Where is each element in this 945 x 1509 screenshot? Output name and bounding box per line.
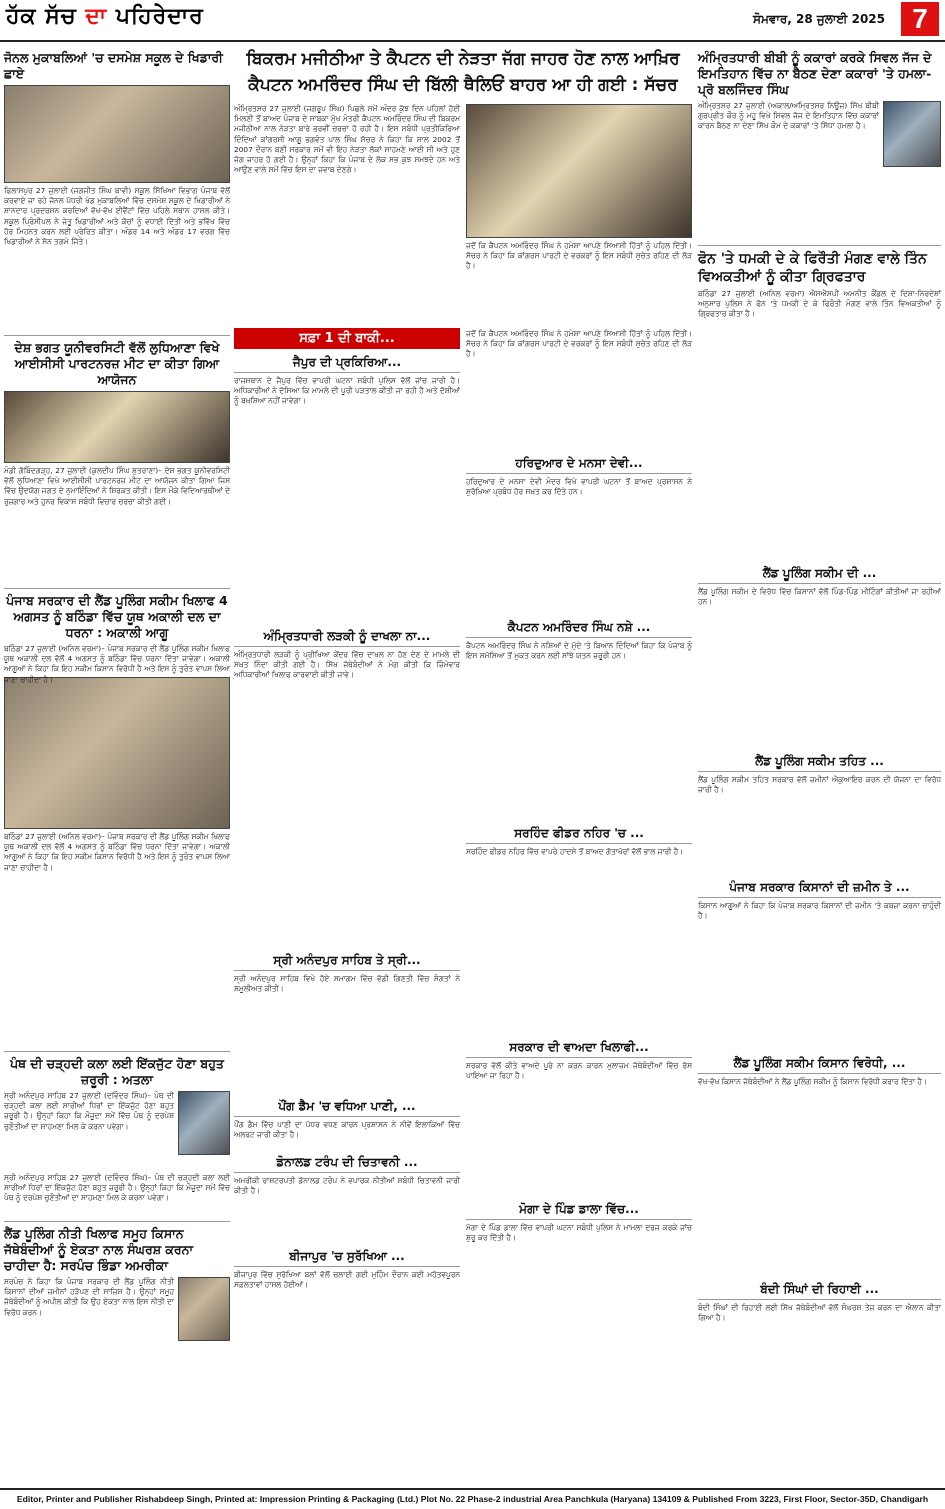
congress-leaders-photo	[466, 104, 692, 238]
lead-body-cont: ਜਦੋਂ ਕਿ ਕੈਪਟਨ ਅਮਰਿੰਦਰ ਸਿੰਘ ਨੇ ਹਮੇਸ਼ਾ ਆਪਣੇ ਸਿਆਸੀ ਹਿੱਤਾਂ ਨੂੰ ਪਹਿਲ ਦਿੱਤੀ। ਸੱਚਰ ਨੇ ਕਿਹਾ ਕਿ ਕਾਂਗਰਸ ਪਾਰਟੀ ਦੇ ਵਰਕਰਾਂ ਨੂੰ ਇਸ ਸਬੰਧੀ ਸੁਚੇਤ ਰਹਿਣ ਦੀ ਲੋੜ ਹੈ।	[466, 241, 692, 271]
story-extortion-body: ਬਠਿੰਡਾ 27 ਜੁਲਾਈ (ਅਨਿਲ ਵਰਮਾ) ਐਸਐਸਪੀ ਅਮਨੀਤ ਕੌਂਡਲ ਦੇ ਦਿਸ਼ਾ-ਨਿਰਦੇਸ਼ਾਂ ਅਨੁਸਾਰ ਪੁਲਿਸ ਨੇ ਫੋਨ 'ਤੇ ਧਮਕੀ ਦੇ ਕੇ ਫਿਰੌਤੀ ਮੰਗਣ ਵਾਲੇ ਤਿੰਨ ਵਿਅਕਤੀਆਂ ਨੂੰ ਗ੍ਰਿਫਤਾਰ ਕੀਤਾ ਹੈ।	[698, 289, 941, 319]
column-1	[4, 46, 230, 1437]
divider	[698, 245, 941, 246]
cont-sirhind-body: ਸਰਹਿੰਦ ਫੀਡਰ ਨਹਿਰ ਵਿੱਚ ਵਾਪਰੇ ਹਾਦਸੇ ਤੋਂ ਬਾਅਦ ਗੋਤਾਖੋਰਾਂ ਵੱਲੋਂ ਭਾਲ ਜਾਰੀ ਹੈ।	[466, 847, 684, 856]
imprint-footer: Editor, Printer and Publisher Rishabdeep Singh, Printed at: Impression Printing & Packaging (Ltd.) Plot No. 22 Phase-2 industrial Area Panchkula (Haryana) 134109 & Published From 3223, First Floor, Sector-35D, Chandigarh	[0, 1488, 945, 1509]
university-event-photo	[4, 391, 230, 463]
cont-moga-headline: ਮੋਗਾ ਦੇ ਪਿੰਡ ਡਾਲਾ ਵਿੱਚ...	[466, 1202, 692, 1220]
cont-pong-body: ਪੌਂਗ ਡੈਮ ਵਿੱਚ ਪਾਣੀ ਦਾ ਪੱਧਰ ਵਧਣ ਕਾਰਨ ਪ੍ਰਸ਼ਾਸਨ ਨੇ ਨੀਵੇਂ ਇਲਾਕਿਆਂ ਵਿੱਚ ਅਲਰਟ ਜਾਰੀ ਕੀਤਾ ਹੈ।	[234, 1120, 460, 1140]
story-extortion-headline: ਫੋਨ 'ਤੇ ਧਮਕੀ ਦੇ ਕੇ ਫਿਰੌਤੀ ਮੰਗਣ ਵਾਲੇ ਤਿੰਨ ਵਿਅਕਤੀਆਂ ਨੂੰ ਕੀਤਾ ਗ੍ਰਿਫਤਾਰ	[698, 251, 927, 285]
school-students-photo	[4, 85, 230, 183]
cont-prisoners-body: ਬੰਦੀ ਸਿੰਘਾਂ ਦੀ ਰਿਹਾਈ ਲਈ ਸਿੱਖ ਜੱਥੇਬੰਦੀਆਂ ਵੱਲੋਂ ਸੰਘਰਸ਼ ਤੇਜ਼ ਕਰਨ ਦਾ ਐਲਾਨ ਕੀਤਾ ਗਿਆ ਹੈ।	[698, 1303, 941, 1323]
cont-moga-body: ਮੋਗਾ ਦੇ ਪਿੰਡ ਡਾਲਾ ਵਿੱਚ ਵਾਪਰੀ ਘਟਨਾ ਸਬੰਧੀ ਪੁਲਿਸ ਨੇ ਮਾਮਲਾ ਦਰਜ ਕਰਕੇ ਜਾਂਚ ਸ਼ੁਰੂ ਕਰ ਦਿੱਤੀ ਹੈ।	[466, 1223, 692, 1243]
divider	[4, 335, 230, 336]
story-panth-body: ਸ੍ਰੀ ਅਨੰਦਪੁਰ ਸਾਹਿਬ 27 ਜੁਲਾਈ (ਦਵਿੰਦਰ ਸਿੰਘ)– ਪੰਥ ਦੀ ਚੜ੍ਹਦੀ ਕਲਾ ਲਈ ਸਾਰੀਆਂ ਧਿਰਾਂ ਦਾ ਇੱਕਜੁੱਟ ਹੋਣਾ ਬਹੁਤ ਜ਼ਰੂਰੀ ਹੈ। ਉਨ੍ਹਾਂ ਕਿਹਾ ਕਿ ਮੌਜੂਦਾ ਸਮੇਂ ਵਿੱਚ ਪੰਥ ਨੂੰ ਦਰਪੇਸ਼ ਚੁਣੌਤੀਆਂ ਦਾ ਸਾਹਮਣਾ ਮਿਲ ਕੇ ਕਰਨਾ ਪਵੇਗਾ।	[4, 1091, 174, 1131]
cont-pong-headline: ਪੌਂਗ ਡੈਮ 'ਚ ਵਧਿਆ ਪਾਣੀ, ...	[234, 1099, 460, 1117]
cont-haridwar-headline: ਹਰਿਦੁਆਰ ਦੇ ਮਨਸਾ ਦੇਵੀ...	[466, 456, 692, 474]
cont-landpool2-body: ਲੈਂਡ ਪੂਲਿੰਗ ਸਕੀਮ ਤਹਿਤ ਸਰਕਾਰ ਵੱਲੋਂ ਜ਼ਮੀਨਾਂ ਐਕੁਆਇਰ ਕਰਨ ਦੀ ਯੋਜਨਾ ਦਾ ਵਿਰੋਧ ਜਾਰੀ ਹੈ।	[698, 775, 941, 795]
akali-meeting-photo	[4, 677, 230, 829]
column-2	[234, 104, 460, 1312]
cont-jaipur-body: ਰਾਜਸਥਾਨ ਦੇ ਜੈਪੁਰ ਵਿੱਚ ਵਾਪਰੀ ਘਟਨਾ ਸਬੰਧੀ ਪੁਲਿਸ ਵੱਲੋਂ ਜਾਂਚ ਜਾਰੀ ਹੈ। ਅਧਿਕਾਰੀਆਂ ਨੇ ਦੱਸਿਆ ਕਿ ਮਾਮਲੇ ਦੀ ਪੂਰੀ ਪੜਤਾਲ ਕੀਤੀ ਜਾ ਰਹੀ ਹੈ ਅਤੇ ਦੋਸ਼ੀਆਂ ਨੂੰ ਬਖ਼ਸ਼ਿਆ ਨਹੀਂ ਜਾਵੇਗਾ।	[234, 376, 460, 406]
prof-portrait-photo	[883, 101, 941, 167]
portrait-photo	[178, 1091, 230, 1155]
cont-captain-body: ਕੈਪਟਨ ਅਮਰਿੰਦਰ ਸਿੰਘ ਨੇ ਨਸ਼ਿਆਂ ਦੇ ਮੁੱਦੇ 'ਤੇ ਬਿਆਨ ਦਿੰਦਿਆਂ ਕਿਹਾ ਕਿ ਪੰਜਾਬ ਨੂੰ ਇਸ ਸਮੱਸਿਆ ਤੋਂ ਮੁਕਤ ਕਰਨ ਲਈ ਸਾਂਝੇ ਯਤਨ ਜ਼ਰੂਰੀ ਹਨ।	[466, 641, 692, 661]
logo-mid: ਦਾ	[85, 4, 108, 29]
story-panth-body-cont: ਸ੍ਰੀ ਅਨੰਦਪੁਰ ਸਾਹਿਬ 27 ਜੁਲਾਈ (ਦਵਿੰਦਰ ਸਿੰਘ)– ਪੰਥ ਦੀ ਚੜ੍ਹਦੀ ਕਲਾ ਲਈ ਸਾਰੀਆਂ ਧਿਰਾਂ ਦਾ ਇੱਕਜੁੱਟ ਹੋਣਾ ਬਹੁਤ ਜ਼ਰੂਰੀ ਹੈ। ਉਨ੍ਹਾਂ ਕਿਹਾ ਕਿ ਮੌਜੂਦਾ ਸਮੇਂ ਵਿੱਚ ਪੰਥ ਨੂੰ ਦਰਪੇਸ਼ ਚੁਣੌਤੀਆਂ ਦਾ ਸਾਹਮਣਾ ਮਿਲ ਕੇ ਕਰਨਾ ਪਵੇਗਾ।	[4, 1173, 230, 1203]
divider	[4, 1221, 230, 1222]
story-dharna-headline: ਪੰਜਾਬ ਸਰਕਾਰ ਦੀ ਲੈਂਡ ਪੂਲਿੰਗ ਸਕੀਮ ਖਿਲਾਫ 4 ਅਗਸਤ ਨੂੰ ਬਠਿੰਡਾ ਵਿੱਚ ਯੂਥ ਅਕਾਲੀ ਦਲ ਦਾ ਧਰਨਾ : ਅਕਾਲੀ ਆਗੂ	[6, 593, 228, 640]
story-landpooling-body: ਸਰਪੰਚ ਨੇ ਕਿਹਾ ਕਿ ਪੰਜਾਬ ਸਰਕਾਰ ਦੀ ਲੈਂਡ ਪੂਲਿੰਗ ਨੀਤੀ ਕਿਸਾਨਾਂ ਦੀਆਂ ਜ਼ਮੀਨਾਂ ਹੜੱਪਣ ਦੀ ਸਾਜ਼ਿਸ਼ ਹੈ। ਉਨ੍ਹਾਂ ਸਮੂਹ ਜੱਥੇਬੰਦੀਆਂ ਨੂੰ ਅਪੀਲ ਕੀਤੀ ਕਿ ਉਹ ਏਕਤਾ ਨਾਲ ਇਸ ਨੀਤੀ ਦਾ ਵਿਰੋਧ ਕਰਨ।	[4, 1277, 174, 1317]
divider	[4, 1051, 230, 1052]
sarpanch-portrait-photo	[178, 1277, 230, 1341]
masthead	[0, 0, 945, 42]
newspaper-logo	[6, 4, 204, 29]
logo-left: ਹੱਕ ਸੱਚ	[6, 4, 77, 29]
cont-prisoners-headline: ਬੰਦੀ ਸਿੰਘਾਂ ਦੀ ਰਿਹਾਈ ...	[698, 1282, 941, 1300]
story-dharna-body: ਬਠਿੰਡਾ 27 ਜੁਲਾਈ (ਅਨਿਲ ਵਰਮਾ)– ਪੰਜਾਬ ਸਰਕਾਰ ਦੀ ਲੈਂਡ ਪੂਲਿੰਗ ਸਕੀਮ ਖਿਲਾਫ ਯੂਥ ਅਕਾਲੀ ਦਲ ਵੱਲੋਂ 4 ਅਗਸਤ ਨੂੰ ਬਠਿੰਡਾ ਵਿੱਚ ਧਰਨਾ ਦਿੱਤਾ ਜਾਵੇਗਾ। ਅਕਾਲੀ ਆਗੂਆਂ ਨੇ ਕਿਹਾ ਕਿ ਇਹ ਸਕੀਮ ਕਿਸਾਨ ਵਿਰੋਧੀ ਹੈ ਅਤੇ ਇਸ ਨੂੰ ਤੁਰੰਤ ਵਾਪਸ ਲਿਆ ਜਾਣਾ ਚਾਹੀਦਾ ਹੈ।	[4, 644, 230, 684]
lead-body: ਅੰਮ੍ਰਿਤਸਰ 27 ਜੁਲਾਈ (ਜਗਰੂਪ ਸਿੰਘ) ਪਿਛਲੇ ਸਮੇਂ ਅੰਦਰ ਕੁੱਝ ਦਿਨ ਪਹਿਲਾਂ ਹੋਈ ਮਿਲਣੀ ਤੋਂ ਬਾਅਦ ਪੰਜਾਬ ਦੇ ਸਾਬਕਾ ਮੁੱਖ ਮੰਤਰੀ ਕੈਪਟਨ ਅਮਰਿੰਦਰ ਸਿੰਘ ਦੀ ਬਿਕਰਮ ਮਜੀਠੀਆ ਨਾਲ ਨੇੜਤਾ ਬਾਰੇ ਭਰਵੀਂ ਚਰਚਾ ਹੋ ਰਹੀ ਹੈ। ਇਸ ਸਬੰਧੀ ਪ੍ਰਤੀਕਿਰਿਆ ਦਿੰਦਿਆਂ ਕਾਂਗਰਸੀ ਆਗੂ ਭਗਵੰਤ ਪਾਲ ਸਿੰਘ ਸੱਚਰ ਨੇ ਕਿਹਾ ਕਿ ਸਾਲ 2002 ਤੋਂ 2007 ਦੌਰਾਨ ਬਣੀ ਸਰਕਾਰ ਸਮੇਂ ਵੀ ਇਹ ਨੇੜਤਾ ਲੋਕਾਂ ਸਾਹਮਣੇ ਆਈ ਸੀ ਅਤੇ ਹੁਣ ਜੱਗ ਜਾਹਰ ਹੋ ਗਈ ਹੈ। ਉਨ੍ਹਾਂ ਕਿਹਾ ਕਿ ਪੰਜਾਬ ਦੇ ਲੋਕ ਸਭ ਕੁਝ ਸਮਝਦੇ ਹਨ ਅਤੇ ਆਉਣ ਵਾਲੇ ਸਮੇਂ ਵਿੱਚ ਇਸ ਦਾ ਜਵਾਬ ਦੇਣਗੇ।	[234, 104, 460, 175]
cont-captain-headline: ਕੈਪਟਨ ਅਮਰਿੰਦਰ ਸਿੰਘ ਨਸ਼ੇ ...	[466, 620, 692, 638]
cont-haridwar-body: ਹਰਿਦੁਆਰ ਦੇ ਮਨਸਾ ਦੇਵੀ ਮੰਦਰ ਵਿਖੇ ਵਾਪਰੀ ਘਟਨਾ ਤੋਂ ਬਾਅਦ ਪ੍ਰਸ਼ਾਸਨ ਨੇ ਸੁਰੱਖਿਆ ਪ੍ਰਬੰਧ ਹੋਰ ਸਖ਼ਤ ਕਰ ਦਿੱਤੇ ਹਨ।	[466, 477, 692, 497]
page-number: 7	[901, 2, 939, 36]
cont-promise-body: ਸਰਕਾਰ ਵੱਲੋਂ ਕੀਤੇ ਵਾਅਦੇ ਪੂਰੇ ਨਾ ਕਰਨ ਕਾਰਨ ਮੁਲਾਜ਼ਮ ਜੱਥੇਬੰਦੀਆਂ ਵਿੱਚ ਰੋਸ ਪਾਇਆ ਜਾ ਰਿਹਾ ਹੈ।	[466, 1061, 692, 1081]
cont-amritdhari-body: ਅੰਮ੍ਰਿਤਧਾਰੀ ਲੜਕੀ ਨੂੰ ਪ੍ਰੀਖਿਆ ਕੇਂਦਰ ਵਿੱਚ ਦਾਖਲ ਨਾ ਹੋਣ ਦੇਣ ਦੇ ਮਾਮਲੇ ਦੀ ਸਖ਼ਤ ਨਿੰਦਾ ਕੀਤੀ ਗਈ ਹੈ। ਸਿੱਖ ਜੱਥੇਬੰਦੀਆਂ ਨੇ ਮੰਗ ਕੀਤੀ ਕਿ ਜ਼ਿੰਮੇਵਾਰ ਅਧਿਕਾਰੀਆਂ ਖਿਲਾਫ ਕਾਰਵਾਈ ਕੀਤੀ ਜਾਵੇ।	[234, 650, 460, 680]
cont-trump-headline: ਡੋਨਾਲਡ ਟਰੰਪ ਦੀ ਚਿਤਾਵਨੀ ...	[234, 1155, 460, 1173]
divider	[4, 588, 230, 589]
cont-misc-body: ਜਦੋਂ ਕਿ ਕੈਪਟਨ ਅਮਰਿੰਦਰ ਸਿੰਘ ਨੇ ਹਮੇਸ਼ਾ ਆਪਣੇ ਸਿਆਸੀ ਹਿੱਤਾਂ ਨੂੰ ਪਹਿਲ ਦਿੱਤੀ। ਸੱਚਰ ਨੇ ਕਿਹਾ ਕਿ ਕਾਂਗਰਸ ਪਾਰਟੀ ਦੇ ਵਰਕਰਾਂ ਨੂੰ ਇਸ ਸਬੰਧੀ ਸੁਚੇਤ ਰਹਿਣ ਦੀ ਲੋੜ ਹੈ।	[466, 329, 692, 359]
story-kakar-body: ਅੰਮ੍ਰਿਤਸਰ 27 ਜੁਲਾਈ (ਅਕਾਲ/ਅਮ੍ਰਿਤਸਰ ਨਿਊਜ਼) ਸਿੱਖ ਬੀਬੀ ਗੁਰਪ੍ਰੀਤ ਕੌਰ ਨੂੰ ਮਹੂ ਵਿਖੇ ਸਿਵਲ ਜੱਜ ਦੇ ਇਮਤਿਹਾਨ ਵਿੱਚ ਕਕਾਰਾਂ ਕਾਰਨ ਬੈਠਣ ਨਾ ਦੇਣਾ ਸਿੱਖ ਕੌਮ ਦੇ ਕਕਾਰਾਂ 'ਤੇ ਸਿੱਧਾ ਹਮਲਾ ਹੈ।	[698, 101, 879, 131]
story-panth-headline: ਪੰਥ ਦੀ ਚੜ੍ਹਦੀ ਕਲਾ ਲਈ ਇੱਕਜੁੱਟ ਹੋਣਾ ਬਹੁਤ ਜ਼ਰੂਰੀ : ਅਤਲਾ	[10, 1056, 224, 1087]
story-school-body: ਫਿਲਾਸਪੁਰ 27 ਜੁਲਾਈ (ਜਗਜੀਤ ਸਿੰਘ ਬਾਵੀ) ਸਕੂਲ ਸਿੱਖਿਆ ਵਿਭਾਗ ਪੰਜਾਬ ਵੱਲੋਂ ਕਰਵਾਏ ਜਾ ਰਹੇ ਜੋਨਲ ਪੱਧਰੀ ਖੇਡ ਮੁਕਾਬਲਿਆਂ ਵਿੱਚ ਦਸਮੇਸ਼ ਸਕੂਲ ਦੇ ਖਿਡਾਰੀਆਂ ਨੇ ਸ਼ਾਨਦਾਰ ਪ੍ਰਦਰਸ਼ਨ ਕਰਦਿਆਂ ਵੱਖ-ਵੱਖ ਈਵੈਂਟਾਂ ਵਿੱਚ ਪਹਿਲੇ ਸਥਾਨ ਹਾਸਲ ਕੀਤੇ। ਸਕੂਲ ਪ੍ਰਿੰਸੀਪਲ ਨੇ ਜੇਤੂ ਖਿਡਾਰੀਆਂ ਅਤੇ ਕੋਚਾਂ ਨੂੰ ਵਧਾਈ ਦਿੱਤੀ ਅਤੇ ਭਵਿੱਖ ਵਿੱਚ ਹੋਰ ਮਿਹਨਤ ਕਰਨ ਲਈ ਪ੍ਰੇਰਿਤ ਕੀਤਾ। ਅੰਡਰ 14 ਅਤੇ ਅੰਡਰ 17 ਵਰਗ ਵਿੱਚ ਖਿਡਾਰੀਆਂ ਨੇ ਸੋਨ ਤਗਮੇ ਜਿੱਤੇ।	[4, 186, 230, 247]
cont-trump-body: ਅਮਰੀਕੀ ਰਾਸ਼ਟਰਪਤੀ ਡੋਨਾਲਡ ਟਰੰਪ ਨੇ ਵਪਾਰਕ ਨੀਤੀਆਂ ਸਬੰਧੀ ਚਿਤਾਵਨੀ ਜਾਰੀ ਕੀਤੀ ਹੈ।	[234, 1176, 460, 1196]
cont-bijapur-headline: ਬੀਜਾਪੁਰ 'ਚ ਸੁਰੱਖਿਆ ...	[234, 1249, 460, 1267]
cont-antifarmer-headline: ਲੈਂਡ ਪੂਲਿੰਗ ਸਕੀਮ ਕਿਸਾਨ ਵਿਰੋਧੀ, ...	[698, 1056, 941, 1074]
cont-sirhind-headline: ਸਰਹਿੰਦ ਫੀਡਰ ਨਹਿਰ 'ਚ ...	[466, 826, 692, 844]
column-3	[466, 104, 692, 1363]
cont-anandpur-body: ਸ੍ਰੀ ਅਨੰਦਪੁਰ ਸਾਹਿਬ ਵਿਖੇ ਹੋਏ ਸਮਾਗਮ ਵਿੱਚ ਵੱਡੀ ਗਿਣਤੀ ਵਿੱਚ ਸੰਗਤਾਂ ਨੇ ਸ਼ਮੂਲੀਅਤ ਕੀਤੀ।	[234, 974, 460, 994]
cont-antifarmer-body: ਵੱਖ-ਵੱਖ ਕਿਸਾਨ ਜੱਥੇਬੰਦੀਆਂ ਨੇ ਲੈਂਡ ਪੂਲਿੰਗ ਸਕੀਮ ਨੂੰ ਕਿਸਾਨ ਵਿਰੋਧੀ ਕਰਾਰ ਦਿੱਤਾ ਹੈ।	[698, 1077, 927, 1086]
story-university-body: ਮੰਡੀ ਗੋਬਿੰਦਗੜ੍ਹ, 27 ਜੁਲਾਈ (ਕੁਲਦੀਪ ਸਿੰਘ ਸ਼ੁਤਰਾਣਾ)– ਦੇਸ਼ ਭਗਤ ਯੂਨੀਵਰਸਿਟੀ ਵੱਲੋਂ ਲੁਧਿਆਣਾ ਵਿਖੇ ਆਈਸੀਸੀ ਪਾਰਟਨਰਜ਼ ਮੀਟ ਦਾ ਆਯੋਜਨ ਕੀਤਾ ਗਿਆ ਜਿਸ ਵਿੱਚ ਉਦਯੋਗ ਜਗਤ ਦੇ ਨੁਮਾਇੰਦਿਆਂ ਨੇ ਸ਼ਿਰਕਤ ਕੀਤੀ। ਇਸ ਮੌਕੇ ਵਿਦਿਆਰਥੀਆਂ ਦੇ ਰੁਜ਼ਗਾਰ ਅਤੇ ਹੁਨਰ ਵਿਕਾਸ ਸਬੰਧੀ ਵਿਚਾਰ ਚਰਚਾ ਕੀਤੀ ਗਈ।	[4, 466, 230, 506]
cont-landgrab-body: ਕਿਸਾਨ ਆਗੂਆਂ ਨੇ ਕਿਹਾ ਕਿ ਪੰਜਾਬ ਸਰਕਾਰ ਕਿਸਾਨਾਂ ਦੀ ਜ਼ਮੀਨ 'ਤੇ ਕਬਜ਼ਾ ਕਰਨਾ ਚਾਹੁੰਦੀ ਹੈ।	[698, 901, 941, 921]
story-dharna-body-cont: ਬਠਿੰਡਾ 27 ਜੁਲਾਈ (ਅਨਿਲ ਵਰਮਾ)– ਪੰਜਾਬ ਸਰਕਾਰ ਦੀ ਲੈਂਡ ਪੂਲਿੰਗ ਸਕੀਮ ਖਿਲਾਫ ਯੂਥ ਅਕਾਲੀ ਦਲ ਵੱਲੋਂ 4 ਅਗਸਤ ਨੂੰ ਬਠਿੰਡਾ ਵਿੱਚ ਧਰਨਾ ਦਿੱਤਾ ਜਾਵੇਗਾ। ਅਕਾਲੀ ਆਗੂਆਂ ਨੇ ਕਿਹਾ ਕਿ ਇਹ ਸਕੀਮ ਕਿਸਾਨ ਵਿਰੋਧੀ ਹੈ ਅਤੇ ਇਸ ਨੂੰ ਤੁਰੰਤ ਵਾਪਸ ਲਿਆ ਜਾਣਾ ਚਾਹੀਦਾ ਹੈ।	[4, 832, 230, 872]
continued-banner: ਸਫ਼ਾ 1 ਦੀ ਬਾਕੀ...	[234, 328, 460, 349]
story-school-headline: ਜੋਨਲ ਮੁਕਾਬਲਿਆਂ 'ਚ ਦਸਮੇਸ਼ ਸਕੂਲ ਦੇ ਖਿਡਾਰੀ ਛਾਏ	[4, 50, 223, 81]
cont-landgrab-headline: ਪੰਜਾਬ ਸਰਕਾਰ ਕਿਸਾਨਾਂ ਦੀ ਜ਼ਮੀਨ ਤੇ ...	[698, 880, 941, 898]
cont-bijapur-body: ਬੀਜਾਪੁਰ ਵਿੱਚ ਸੁਰੱਖਿਆ ਬਲਾਂ ਵੱਲੋਂ ਚਲਾਈ ਗਈ ਮੁਹਿੰਮ ਦੌਰਾਨ ਕਈ ਮਹੱਤਵਪੂਰਨ ਸਫ਼ਲਤਾਵਾਂ ਹਾਸਲ ਹੋਈਆਂ।	[234, 1270, 460, 1290]
lead-headline: ਬਿਕਰਮ ਮਜੀਠੀਆ ਤੇ ਕੈਪਟਨ ਦੀ ਨੇੜਤਾ ਜੱਗ ਜਾਹਰ ਹੋਣ ਨਾਲ ਆਖ਼ਿਰ ਕੈਪਟਨ ਅਮਰਿੰਦਰ ਸਿੰਘ ਦੀ ਬਿੱਲੀ ਥੈਲਿਓਂ ਬਾਹਰ ਆ ਹੀ ਗਈ : ਸੱਚਰ	[246, 49, 680, 95]
issue-date: ਸੋਮਵਾਰ, 28 ਜੁਲਾਈ 2025	[753, 12, 885, 26]
column-4	[698, 46, 941, 1423]
cont-amritdhari-headline: ਅੰਮ੍ਰਿਤਧਾਰੀ ਲੜਕੀ ਨੂੰ ਦਾਖਲਾ ਨਾ...	[234, 629, 460, 647]
story-university-headline: ਦੇਸ਼ ਭਗਤ ਯੂਨੀਵਰਸਿਟੀ ਵੱਲੋਂ ਲੁਧਿਆਣਾ ਵਿਖੇ ਆਈਸੀਸੀ ਪਾਰਟਨਰਜ਼ ਮੀਟ ਦਾ ਕੀਤਾ ਗਿਆ ਆਯੋਜਨ	[14, 340, 220, 387]
logo-right: ਪਹਿਰੇਦਾਰ	[115, 4, 204, 29]
cont-landpool1-headline: ਲੈਂਡ ਪੂਲਿੰਗ ਸਕੀਮ ਦੀ ...	[698, 566, 941, 584]
cont-landpool1-body: ਲੈਂਡ ਪੂਲਿੰਗ ਸਕੀਮ ਦੇ ਵਿਰੋਧ ਵਿੱਚ ਕਿਸਾਨਾਂ ਵੱਲੋਂ ਪਿੰਡ-ਪਿੰਡ ਮੀਟਿੰਗਾਂ ਕੀਤੀਆਂ ਜਾ ਰਹੀਆਂ ਹਨ।	[698, 587, 941, 607]
cont-anandpur-headline: ਸ੍ਰੀ ਅਨੰਦਪੁਰ ਸਾਹਿਬ ਤੇ ਸ੍ਰੀ...	[234, 953, 460, 971]
cont-jaipur-headline: ਜੈਪੁਰ ਦੀ ਪ੍ਰਕਿਰਿਆ...	[234, 355, 460, 373]
story-landpooling-headline: ਲੈਂਡ ਪੂਲਿੰਗ ਨੀਤੀ ਖਿਲਾਫ ਸਮੂਹ ਕਿਸਾਨ ਜੱਥੇਬੰਦੀਆਂ ਨੂੰ ਏਕਤਾ ਨਾਲ ਸੰਘਰਸ਼ ਕਰਨਾ ਚਾਹੀਦਾ ਹੈ: ਸਰਪੰਚ ਭਿੰਡਾ ਅਮਰੀਕਾ	[4, 1226, 194, 1273]
story-kakar-headline: ਅੰਮ੍ਰਿਤਧਾਰੀ ਬੀਬੀ ਨੂੰ ਕਕਾਰਾਂ ਕਰਕੇ ਸਿਵਲ ਜੱਜ ਦੇ ਇਮਤਿਹਾਨ ਵਿੱਚ ਨਾ ਬੈਠਣ ਦੇਣਾ ਕਕਾਰਾਂ 'ਤੇ ਹਮਲਾ- ਪ੍ਰੋ ਬਲਜਿੰਦਰ ਸਿੰਘ	[698, 50, 932, 97]
cont-landpool2-headline: ਲੈਂਡ ਪੂਲਿੰਗ ਸਕੀਮ ਤਹਿਤ ...	[698, 754, 941, 772]
cont-promise-headline: ਸਰਕਾਰ ਦੀ ਵਾਅਦਾ ਖਿਲਾਫੀ...	[466, 1040, 692, 1058]
